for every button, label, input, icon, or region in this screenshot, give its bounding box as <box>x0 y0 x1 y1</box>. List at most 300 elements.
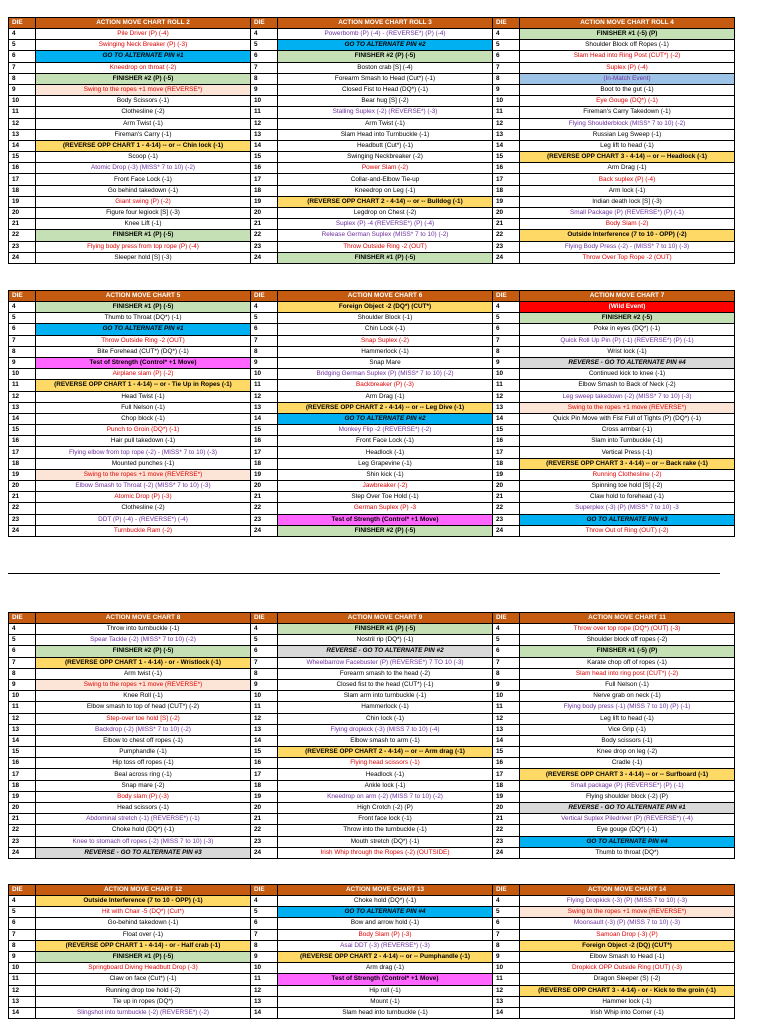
die-roll-cell: 9 <box>9 357 36 368</box>
move-cell: Knee Roll (-1) <box>36 691 251 702</box>
table-row <box>9 747 735 758</box>
move-cell: Knee to stomach off ropes (-2) (MISS 7 to 10) (-3) <box>36 836 251 847</box>
move-cell: Closed Fist to Head (DQ*) (-1) <box>278 84 493 95</box>
move-cell: Collar-and-Elbow Tie-up <box>278 174 493 185</box>
table-row <box>9 96 735 107</box>
die-roll-cell: 14 <box>251 1007 278 1018</box>
move-cell: Snap Mare <box>278 357 493 368</box>
die-roll-cell: 10 <box>493 691 520 702</box>
move-cell: Bear hug [S] (-2) <box>278 96 493 107</box>
move-cell: Body Slam (P) (-3) <box>278 929 493 940</box>
die-roll-cell: 9 <box>9 679 36 690</box>
die-roll-cell: 8 <box>251 940 278 951</box>
chart-title: ACTION MOVE CHART 13 <box>278 885 493 896</box>
die-roll-cell: 12 <box>493 118 520 129</box>
die-column-header: DIE <box>9 613 36 624</box>
move-cell: Slingshot into turnbuckle (-2) (REVERSE*) (-2) <box>36 1007 251 1018</box>
die-roll-cell: 20 <box>9 803 36 814</box>
die-roll-cell: 18 <box>9 458 36 469</box>
move-cell: Running drop toe hold (-2) <box>36 985 251 996</box>
move-cell: Throw into turnbuckle (-1) <box>36 624 251 635</box>
die-roll-cell: 20 <box>493 481 520 492</box>
die-roll-cell: 10 <box>251 691 278 702</box>
move-cell: Hit with Chair -5 (DQ*) (Cut*) <box>36 907 251 918</box>
die-roll-cell: 15 <box>493 747 520 758</box>
table-row <box>9 514 735 525</box>
move-cell: Head Twist (-1) <box>36 391 251 402</box>
die-roll-cell: 12 <box>493 391 520 402</box>
move-cell: FINISHER #1 (-5) (P) <box>520 29 735 40</box>
table-row <box>9 208 735 219</box>
die-column-header: DIE <box>493 18 520 29</box>
table-row <box>9 963 735 974</box>
die-roll-cell: 13 <box>9 724 36 735</box>
move-cell: Tie up in ropes (DQ*) <box>36 996 251 1007</box>
die-roll-cell: 22 <box>9 503 36 514</box>
move-cell: (REVERSE OPP CHART 3 - 4-14) -- or -- Back rake (-1) <box>520 458 735 469</box>
table-row <box>9 951 735 962</box>
move-cell: Leg sweep takedown (-2) (MISS* 7 to 10) (-3) <box>520 391 735 402</box>
move-cell: Leg lift to head (-1) <box>520 713 735 724</box>
die-roll-cell: 13 <box>9 996 36 1007</box>
die-roll-cell: 8 <box>493 73 520 84</box>
die-roll-cell: 13 <box>251 402 278 413</box>
move-cell: Giant swing (P) (-2) <box>36 196 251 207</box>
move-cell: Swing to the ropes +1 move (REVERSE*) <box>36 679 251 690</box>
table-row <box>9 713 735 724</box>
move-cell: Arm Twist (-1) <box>278 118 493 129</box>
die-roll-cell: 14 <box>9 735 36 746</box>
move-cell: (In-Match Event) <box>520 73 735 84</box>
move-cell: Swing to the ropes +1 move (REVERSE*) <box>36 469 251 480</box>
die-roll-cell: 9 <box>251 679 278 690</box>
die-roll-cell: 4 <box>493 302 520 313</box>
die-roll-cell: 7 <box>251 335 278 346</box>
move-cell: Flying elbow from top rope (-2) - (MISS* 7 to 10) (-3) <box>36 447 251 458</box>
move-cell: REVERSE - GO TO ALTERNATE PIN #4 <box>520 357 735 368</box>
move-cell: Slam head into turnbuckle (-1) <box>278 1007 493 1018</box>
die-roll-cell: 14 <box>9 1007 36 1018</box>
move-cell: Hip toss off ropes (-1) <box>36 758 251 769</box>
move-cell: Figure four legiock [S] (-3) <box>36 208 251 219</box>
move-cell: Power Slam (-2) <box>278 163 493 174</box>
die-roll-cell: 23 <box>251 241 278 252</box>
table-row <box>9 118 735 129</box>
die-roll-cell: 6 <box>9 324 36 335</box>
die-roll-cell: 14 <box>9 140 36 151</box>
table-row <box>9 679 735 690</box>
move-cell: Go behind takedown (-1) <box>36 185 251 196</box>
move-cell: Throw over top rope (DQ*) (OUT) (-3) <box>520 624 735 635</box>
die-roll-cell: 22 <box>251 503 278 514</box>
move-cell: (Wild Event) <box>520 302 735 313</box>
move-cell: Hammerlock (-1) <box>278 702 493 713</box>
table-row <box>9 129 735 140</box>
die-roll-cell: 13 <box>493 724 520 735</box>
die-roll-cell: 5 <box>9 635 36 646</box>
die-roll-cell: 11 <box>251 974 278 985</box>
die-roll-cell: 21 <box>493 814 520 825</box>
move-cell: Slam Head into Ring Post (CUT*) (-2) <box>520 51 735 62</box>
die-roll-cell: 5 <box>9 907 36 918</box>
move-cell: Front face lock (-1) <box>278 814 493 825</box>
die-roll-cell: 4 <box>251 624 278 635</box>
move-cell: FINISHER #1 (P) (-5) <box>36 230 251 241</box>
move-cell: Dragon Sleeper (S) (-2) <box>520 974 735 985</box>
die-roll-cell: 7 <box>9 657 36 668</box>
move-cell: Swinging Neckbreaker (-2) <box>278 152 493 163</box>
move-cell: Bridging German Suplex (P) (MISS* 7 to 10) (-2) <box>278 369 493 380</box>
move-cell: Dropkick OPP Outside Ring (OUT) (-3) <box>520 963 735 974</box>
move-cell: Arm Drag (-1) <box>278 391 493 402</box>
move-cell: Front Face Lock (-1) <box>278 436 493 447</box>
move-cell: Vertical Press (-1) <box>520 447 735 458</box>
chart-title: ACTION MOVE CHART 8 <box>36 613 251 624</box>
die-roll-cell: 15 <box>9 425 36 436</box>
die-roll-cell: 12 <box>251 118 278 129</box>
die-roll-cell: 13 <box>251 724 278 735</box>
move-cell: Throw into the turnbuckle (-1) <box>278 825 493 836</box>
move-cell: High Crotch (-2) (P) <box>278 803 493 814</box>
die-roll-cell: 10 <box>251 369 278 380</box>
die-column-header: DIE <box>493 613 520 624</box>
table-row <box>9 185 735 196</box>
die-roll-cell: 6 <box>493 918 520 929</box>
move-cell: Swing to the ropes +1 move (REVERSE*) <box>520 402 735 413</box>
die-roll-cell: 14 <box>9 413 36 424</box>
table-row <box>9 940 735 951</box>
die-roll-cell: 9 <box>493 84 520 95</box>
move-cell: GO TO ALTERNATE PIN #4 <box>520 836 735 847</box>
table-row <box>9 691 735 702</box>
move-cell: Knee drop on leg (-2) <box>520 747 735 758</box>
move-cell: Arm lock (-1) <box>520 185 735 196</box>
move-cell: (REVERSE OPP CHART 1 - 4-14) - or - Wristlock (-1) <box>36 657 251 668</box>
die-roll-cell: 17 <box>251 174 278 185</box>
move-cell: Hair pull takedown (-1) <box>36 436 251 447</box>
move-cell: Legdrop on Chest (-2) <box>278 208 493 219</box>
chart-title: ACTION MOVE CHART ROLL 3 <box>278 18 493 29</box>
die-roll-cell: 13 <box>9 129 36 140</box>
move-cell: Float over (-1) <box>36 929 251 940</box>
table-row <box>9 391 735 402</box>
move-cell: Flying shoulder block (-2) (P) <box>520 791 735 802</box>
move-cell: Body Slam (-2) <box>520 219 735 230</box>
move-cell: REVERSE - GO TO ALTERNATE PIN #2 <box>278 646 493 657</box>
move-cell: Russian Leg Sweep (-1) <box>520 129 735 140</box>
move-cell: Flying Dropkick (-3) (P) (MISS 7 to 10) (-3) <box>520 896 735 907</box>
die-roll-cell: 24 <box>251 525 278 536</box>
die-roll-cell: 17 <box>493 174 520 185</box>
die-roll-cell: 24 <box>9 252 36 263</box>
die-roll-cell: 7 <box>493 657 520 668</box>
die-roll-cell: 21 <box>9 219 36 230</box>
move-cell: Headlock (-1) <box>278 447 493 458</box>
die-roll-cell: 4 <box>493 896 520 907</box>
die-roll-cell: 9 <box>251 84 278 95</box>
die-roll-cell: 4 <box>9 624 36 635</box>
table-row <box>9 929 735 940</box>
die-roll-cell: 5 <box>251 907 278 918</box>
table-row <box>9 996 735 1007</box>
die-roll-cell: 19 <box>9 469 36 480</box>
move-cell: Superplex (-3) (P) (MISS* 7 to 10) -3 <box>520 503 735 514</box>
die-roll-cell: 17 <box>251 447 278 458</box>
move-cell: Elbow to chest off ropes (-1) <box>36 735 251 746</box>
table-row <box>9 735 735 746</box>
table-row <box>9 302 735 313</box>
die-roll-cell: 8 <box>493 668 520 679</box>
die-roll-cell: 23 <box>493 514 520 525</box>
table-row <box>9 346 735 357</box>
die-roll-cell: 5 <box>251 313 278 324</box>
die-roll-cell: 20 <box>9 208 36 219</box>
move-cell: GO TO ALTERNATE PIN #2 <box>278 413 493 424</box>
die-roll-cell: 7 <box>9 929 36 940</box>
die-roll-cell: 4 <box>9 29 36 40</box>
move-cell: Sleeper hold [S] (-3) <box>36 252 251 263</box>
move-cell: GO TO ALTERNATE PIN #2 <box>278 40 493 51</box>
move-cell: Vertical Suplex Piledriver (P) (REVERSE*) (-4) <box>520 814 735 825</box>
die-roll-cell: 12 <box>9 713 36 724</box>
move-cell: FINISHER #1 (P) (-5) <box>278 624 493 635</box>
die-column-header: DIE <box>493 291 520 302</box>
die-roll-cell: 15 <box>9 152 36 163</box>
move-cell: Indian death lock [S] (-3) <box>520 196 735 207</box>
move-cell: Kneedrop on Leg (-1) <box>278 185 493 196</box>
table-row <box>9 230 735 241</box>
move-cell: Knee Lift (-1) <box>36 219 251 230</box>
move-cell: Throw Outside Ring -2 (OUT) <box>278 241 493 252</box>
move-cell: Slam Head into Turnbuckle (-1) <box>278 129 493 140</box>
die-roll-cell: 20 <box>251 481 278 492</box>
move-cell: Powerbomb (P) (-4) - (REVERSE*) (P) (-4) <box>278 29 493 40</box>
die-roll-cell: 8 <box>9 346 36 357</box>
die-roll-cell: 11 <box>9 107 36 118</box>
die-roll-cell: 14 <box>251 413 278 424</box>
move-cell: Asai DDT (-3) (REVERSE*) (-3) <box>278 940 493 951</box>
die-roll-cell: 11 <box>251 702 278 713</box>
move-cell: Boston crab [S] (-4) <box>278 62 493 73</box>
move-cell: Nostril rip (DQ*) (-1) <box>278 635 493 646</box>
move-cell: Clothesline (-2) <box>36 503 251 514</box>
move-cell: Mount (-1) <box>278 996 493 1007</box>
die-roll-cell: 19 <box>9 196 36 207</box>
table-row <box>9 73 735 84</box>
move-cell: Headlock (-1) <box>278 769 493 780</box>
move-cell: Arm drag (-1) <box>278 963 493 974</box>
die-roll-cell: 11 <box>493 974 520 985</box>
die-roll-cell: 18 <box>251 185 278 196</box>
table-row <box>9 791 735 802</box>
move-cell: GO TO ALTERNATE PIN #4 <box>278 907 493 918</box>
move-cell: Elbow smash to top of head (CUT*) (-2) <box>36 702 251 713</box>
table-row <box>9 107 735 118</box>
move-cell: FINISHER #1 (-5) (P) <box>520 646 735 657</box>
die-roll-cell: 22 <box>493 825 520 836</box>
die-roll-cell: 20 <box>251 803 278 814</box>
table-row <box>9 40 735 51</box>
move-cell: Arm twist (-1) <box>36 668 251 679</box>
die-roll-cell: 21 <box>251 219 278 230</box>
table-row <box>9 624 735 635</box>
move-cell: Scoop (-1) <box>36 152 251 163</box>
die-roll-cell: 22 <box>251 825 278 836</box>
move-cell: Foreign Object -2 (DQ*) (CUT*) <box>278 302 493 313</box>
move-cell: FINISHER #2 (P) (-5) <box>36 646 251 657</box>
die-roll-cell: 10 <box>9 691 36 702</box>
move-cell: GO TO ALTERNATE PIN #1 <box>36 51 251 62</box>
move-cell: Wrist lock (-1) <box>520 346 735 357</box>
move-cell: Karate chop off of ropes (-1) <box>520 657 735 668</box>
move-cell: Choke hold (DQ*) (-1) <box>36 825 251 836</box>
die-roll-cell: 8 <box>251 668 278 679</box>
move-cell: Front Face Lock (-1) <box>36 174 251 185</box>
die-roll-cell: 8 <box>251 73 278 84</box>
move-cell: FINISHER #1 (P) (-5) <box>36 951 251 962</box>
move-cell: Moonsault (-3) (P) (MISS 7 to 10) (-3) <box>520 918 735 929</box>
die-roll-cell: 19 <box>251 196 278 207</box>
die-roll-cell: 14 <box>251 735 278 746</box>
die-roll-cell: 6 <box>9 51 36 62</box>
die-roll-cell: 20 <box>493 803 520 814</box>
die-roll-cell: 17 <box>493 769 520 780</box>
die-roll-cell: 11 <box>493 702 520 713</box>
die-roll-cell: 21 <box>251 814 278 825</box>
table-row <box>9 503 735 514</box>
die-roll-cell: 24 <box>493 847 520 858</box>
table-row <box>9 525 735 536</box>
move-cell: (REVERSE OPP CHART 2 - 4-14) -- or -- Arm drag (-1) <box>278 747 493 758</box>
die-roll-cell: 23 <box>9 241 36 252</box>
die-roll-cell: 18 <box>493 780 520 791</box>
die-roll-cell: 8 <box>9 73 36 84</box>
move-chart-block <box>8 290 735 537</box>
table-row <box>9 413 735 424</box>
die-roll-cell: 13 <box>493 129 520 140</box>
move-cell: Pile Driver (P) (-4) <box>36 29 251 40</box>
move-cell: Boot to the gut (-1) <box>520 84 735 95</box>
die-roll-cell: 19 <box>9 791 36 802</box>
die-roll-cell: 6 <box>251 646 278 657</box>
move-cell: Suplex (P) (-4) <box>520 62 735 73</box>
die-roll-cell: 19 <box>493 196 520 207</box>
move-cell: Headbutt (Cut*) (-1) <box>278 140 493 151</box>
die-roll-cell: 14 <box>493 140 520 151</box>
chart-header-row <box>9 291 735 302</box>
move-cell: Claw on face (Cut*) (-1) <box>36 974 251 985</box>
move-cell: Hammer lock (-1) <box>520 996 735 1007</box>
die-roll-cell: 9 <box>493 951 520 962</box>
move-cell: Outside Interference (7 to 10 - OPP) (-1) <box>36 896 251 907</box>
chart-title: ACTION MOVE CHART 6 <box>278 291 493 302</box>
die-roll-cell: 10 <box>9 369 36 380</box>
move-cell: Flying Shoulderblock (MISS* 7 to 10) (-2) <box>520 118 735 129</box>
move-cell: Test of Strength (Control* +1 Move) <box>36 357 251 368</box>
die-roll-cell: 23 <box>9 514 36 525</box>
move-cell: FINISHER #2 (P) (-5) <box>278 525 493 536</box>
move-cell: Eye Gouge (DQ*) (-1) <box>520 96 735 107</box>
move-cell: GO TO ALTERNATE PIN #1 <box>36 324 251 335</box>
table-row <box>9 974 735 985</box>
die-roll-cell: 24 <box>251 252 278 263</box>
move-cell: Clothesline (-2) <box>36 107 251 118</box>
move-cell: Back suplex (P) (-4) <box>520 174 735 185</box>
move-cell: Flying body press (-1) (MISS 7 to 10) (P) (-1) <box>520 702 735 713</box>
die-roll-cell: 22 <box>493 503 520 514</box>
die-roll-cell: 13 <box>251 996 278 1007</box>
move-cell: (REVERSE OPP CHART 2 - 4-14) -- or -- Leg Dive (-1) <box>278 402 493 413</box>
move-cell: Slam head into ring post (CUT*) (-2) <box>520 668 735 679</box>
die-roll-cell: 24 <box>251 847 278 858</box>
move-cell: Leg lift to head (-1) <box>520 140 735 151</box>
move-cell: Bow and arrow hold (-1) <box>278 918 493 929</box>
move-cell: Step-over toe hold [S] (-2) <box>36 713 251 724</box>
table-row <box>9 152 735 163</box>
move-cell: Flying body press from top rope (P) (-4) <box>36 241 251 252</box>
move-cell: Elbow Smash to Throat (-2) (MISS* 7 to 10) (-3) <box>36 481 251 492</box>
die-roll-cell: 8 <box>251 346 278 357</box>
move-chart-block <box>8 17 735 264</box>
move-cell: Irish Whip through the Ropes (-2) (OUTSIDE) <box>278 847 493 858</box>
die-roll-cell: 16 <box>493 758 520 769</box>
move-cell: Outside Interference (7 to 10 - OPP) (-2) <box>520 230 735 241</box>
move-cell: (REVERSE OPP CHART 2 - 4-14) -- or -- Pumphandle (-1) <box>278 951 493 962</box>
die-roll-cell: 10 <box>251 963 278 974</box>
move-cell: Punch to Groin (DQ*) (-1) <box>36 425 251 436</box>
table-row <box>9 335 735 346</box>
move-cell: FINISHER #2 (-5) <box>520 313 735 324</box>
move-cell: Throw Out of Ring (OUT) (-2) <box>520 525 735 536</box>
table-row <box>9 84 735 95</box>
die-roll-cell: 7 <box>493 62 520 73</box>
move-cell: (REVERSE OPP CHART 3 - 4-14) - or - Kick to the groin (-1) <box>520 985 735 996</box>
die-roll-cell: 6 <box>9 646 36 657</box>
die-roll-cell: 18 <box>251 780 278 791</box>
table-row <box>9 219 735 230</box>
table-row <box>9 985 735 996</box>
move-cell: Pumphandle (-1) <box>36 747 251 758</box>
die-roll-cell: 15 <box>493 152 520 163</box>
die-roll-cell: 17 <box>493 447 520 458</box>
move-cell: Body slam (P) (-3) <box>36 791 251 802</box>
table-row <box>9 847 735 858</box>
move-cell: Irish Whip into Corner (-1) <box>520 1007 735 1018</box>
die-roll-cell: 8 <box>9 940 36 951</box>
table-row <box>9 357 735 368</box>
table-row <box>9 907 735 918</box>
die-roll-cell: 12 <box>493 985 520 996</box>
move-cell: FINISHER #1 (P) (-5) <box>36 302 251 313</box>
die-roll-cell: 21 <box>251 492 278 503</box>
table-row <box>9 196 735 207</box>
move-cell: Kneedrop on arm (-2) (MISS 7 to 10) (-2) <box>278 791 493 802</box>
die-roll-cell: 8 <box>9 668 36 679</box>
chart-title: ACTION MOVE CHART 5 <box>36 291 251 302</box>
move-cell: Bite Forehead (CUT*) (DQ*) (-1) <box>36 346 251 357</box>
die-roll-cell: 5 <box>493 313 520 324</box>
die-roll-cell: 14 <box>251 140 278 151</box>
die-roll-cell: 11 <box>251 107 278 118</box>
move-cell: Flying Body Press (-2) - (MISS* 7 to 10) (-3) <box>520 241 735 252</box>
move-cell: Slam into Turnbuckle (-1) <box>520 436 735 447</box>
move-cell: Body Scissors (-1) <box>36 96 251 107</box>
move-cell: Quick Roll Up Pin (P) (-1) (REVERSE*) (P) (-1) <box>520 335 735 346</box>
move-cell: Atomic Drop (P) (-3) <box>36 492 251 503</box>
die-roll-cell: 23 <box>9 836 36 847</box>
move-cell: Flying head scissors (-1) <box>278 758 493 769</box>
chart-title: ACTION MOVE CHART 14 <box>520 885 735 896</box>
